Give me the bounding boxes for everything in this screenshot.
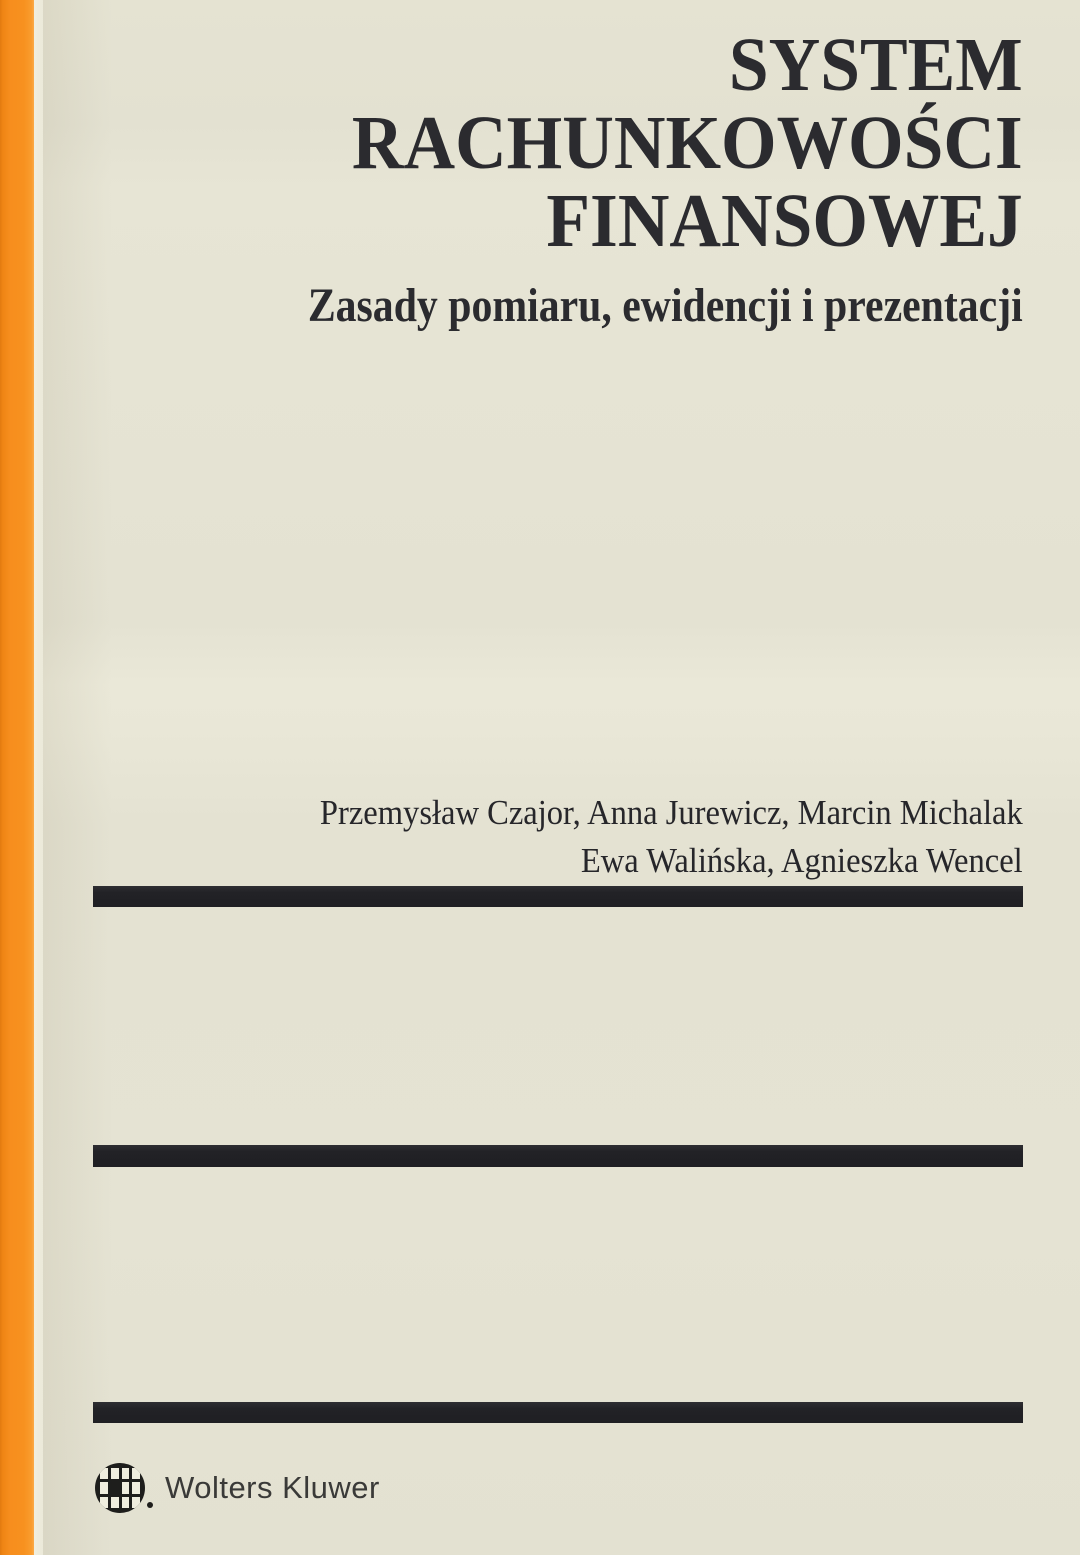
book-title <box>201 23 1023 263</box>
authors-line-1: Przemysław Czajor, Anna Jurewicz, Marcin Michalak <box>320 793 1023 832</box>
publisher-name: Wolters Kluwer <box>165 1470 380 1505</box>
logo-grid-pattern <box>100 1468 140 1508</box>
book-title-line-2: RACHUNKOWOŚCI <box>352 101 1023 185</box>
logo-period-dot <box>147 1502 153 1508</box>
book-subtitle: Zasady pomiaru, ewidencji i prezentacji <box>308 279 1023 332</box>
divider-bar-middle <box>93 1145 1023 1167</box>
book-title-line-3: FINANSOWEJ <box>546 179 1023 263</box>
book-title-line-1: SYSTEM <box>729 23 1023 107</box>
title-block <box>201 23 1023 332</box>
divider-bar-top <box>93 886 1023 907</box>
book-spine-edge <box>34 0 43 1555</box>
divider-bar-bottom <box>93 1402 1023 1423</box>
publisher-block <box>95 1463 380 1513</box>
authors-block <box>267 789 1023 885</box>
book-spine <box>0 0 34 1555</box>
wolters-kluwer-logo-icon <box>95 1463 145 1513</box>
authors-line-2: Ewa Walińska, Agnieszka Wencel <box>581 841 1023 880</box>
